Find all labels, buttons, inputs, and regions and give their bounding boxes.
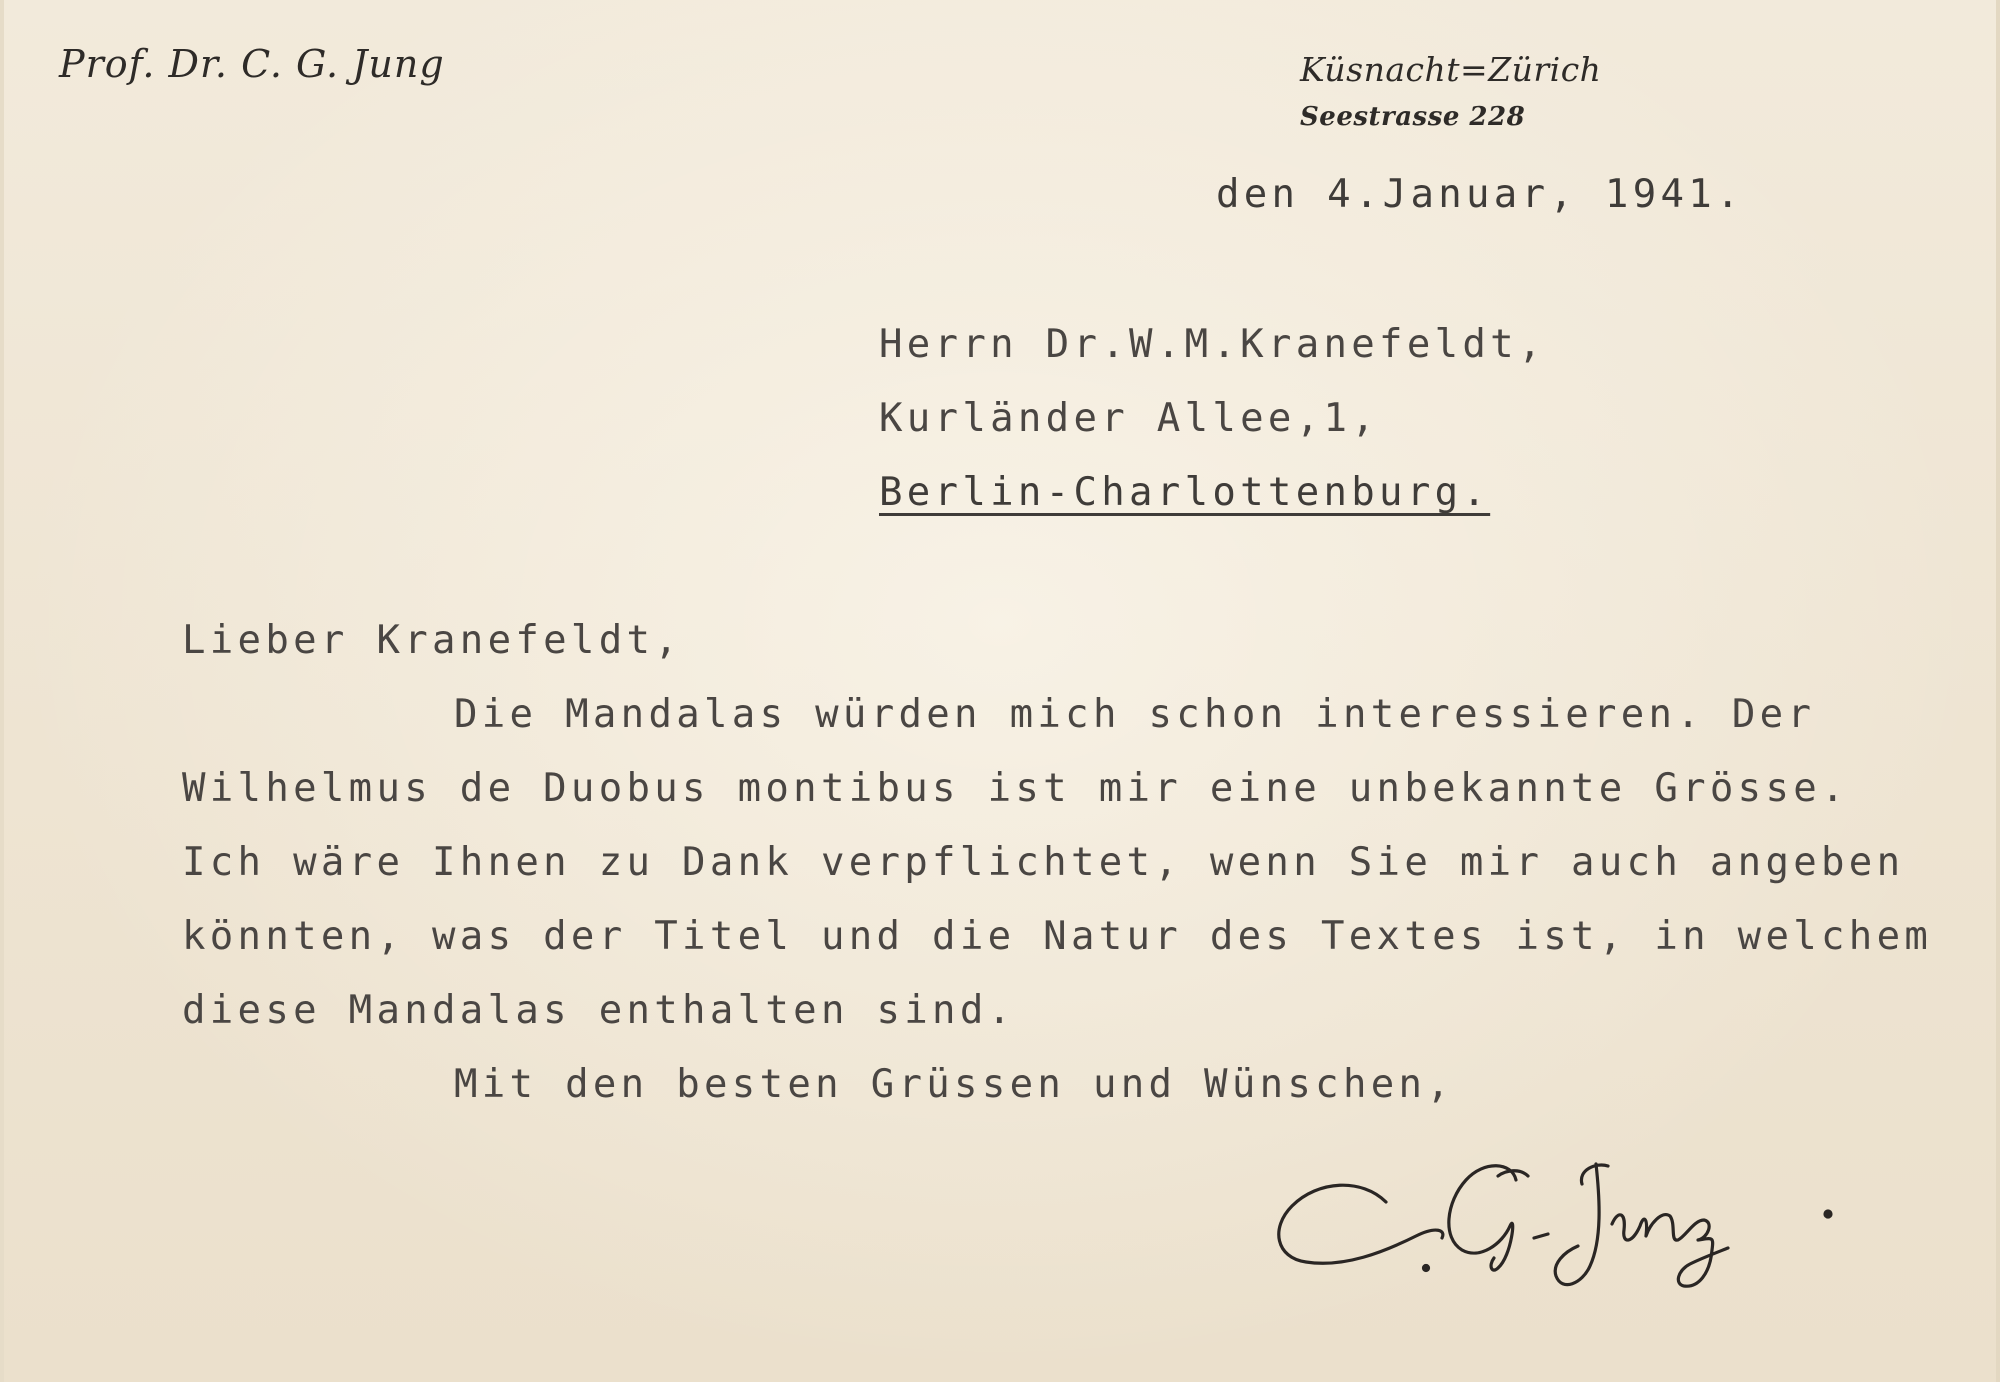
closing-line: Mit den besten Grüssen und Wünschen,: [454, 1062, 1455, 1107]
body-line-5: diese Mandalas enthalten sind.: [182, 988, 1016, 1033]
body-line-1: Die Mandalas würden mich schon interessieren. Der: [454, 692, 1816, 737]
recipient-street: Kurländer Allee,1,: [879, 396, 1380, 441]
recipient-city: Berlin-Charlottenburg.: [879, 470, 1491, 515]
recipient-name: Herrn Dr.W.M.Kranefeldt,: [879, 322, 1546, 367]
body-line-4: könnten, was der Titel und die Natur des Textes ist, in welchem: [182, 914, 1933, 959]
body-line-2: Wilhelmus de Duobus montibus ist mir eine unbekannte Grösse.: [182, 766, 1849, 811]
handwritten-signature: [1266, 1140, 1846, 1300]
letter-date: den 4.Januar, 1941.: [1216, 172, 1744, 217]
letterhead-name: Prof. Dr. C. G. Jung: [59, 42, 445, 86]
body-line-3: Ich wäre Ihnen zu Dank verpflichtet, wenn Sie mir auch angeben: [182, 840, 1905, 885]
signature-drawing: [1266, 1140, 1846, 1300]
salutation: Lieber Kranefeldt,: [182, 618, 683, 663]
letterhead-street: Seestrasse 228: [1300, 102, 1526, 132]
letterhead-city: Küsnacht=Zürich: [1300, 50, 1602, 89]
